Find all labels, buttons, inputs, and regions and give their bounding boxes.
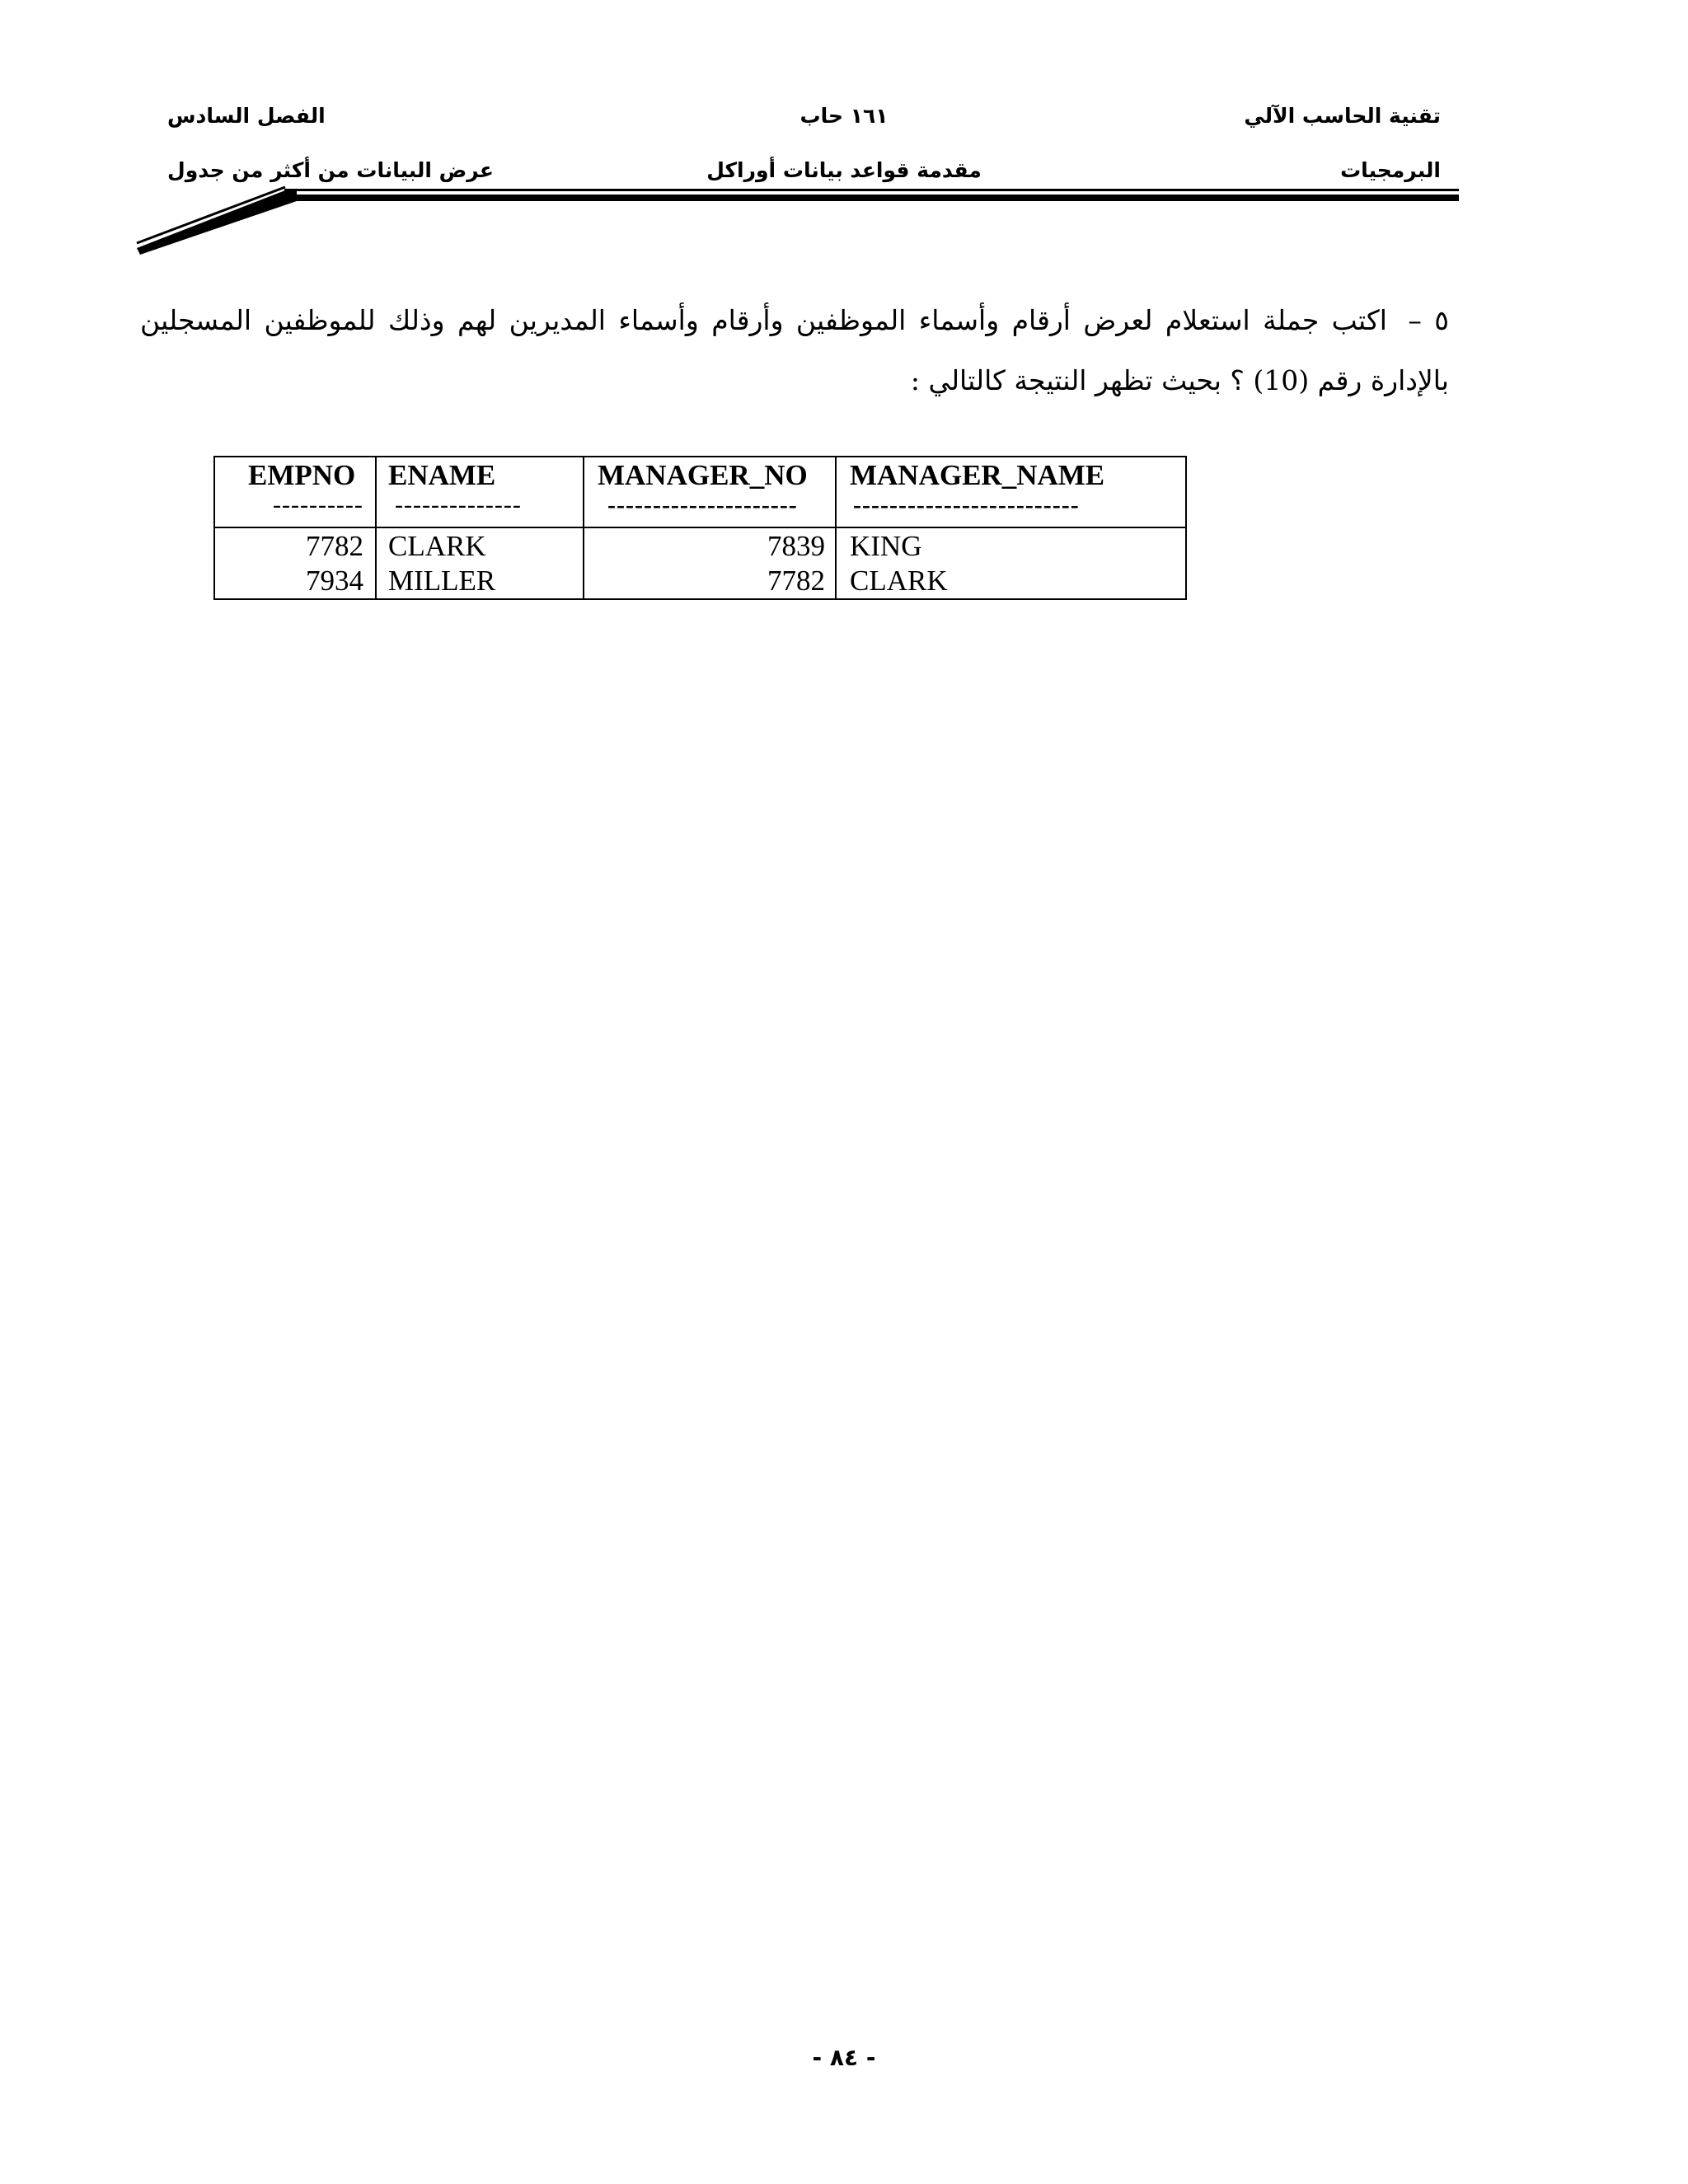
column-header-empno: EMPNO (248, 459, 356, 491)
header-rule-thin (284, 189, 1459, 191)
header-divider (215, 527, 1185, 528)
cell-manager-no: 7782 (767, 565, 825, 597)
cell-ename: CLARK (388, 530, 486, 562)
column-header-manager-no: MANAGER_NO (598, 459, 808, 491)
question-number: ٥ – (1408, 304, 1449, 336)
book-title: مقدمة قواعد بيانات أوراكل (706, 158, 982, 182)
page-number: - ٨٤ - (812, 2044, 876, 2071)
header-diagonal-rule (132, 185, 297, 260)
cell-empno: 7934 (306, 565, 363, 597)
column-underline: -------------- (395, 491, 522, 518)
question-text: اكتب جملة استعلام لعرض أرقام وأسماء الموظفين وأرقام وأسماء المديرين لهم وذلك للموظفين المسجلين بالإدارة رقم (10) ؟ بحيث تظهر النتيجة كالتالي : (140, 304, 1449, 396)
column-underline: --------------------- (607, 491, 798, 518)
result-table (213, 456, 1187, 600)
lesson-title: عرض البيانات من أكثر من جدول (167, 158, 494, 182)
cell-empno: 7782 (306, 530, 363, 562)
cell-manager-no: 7839 (767, 530, 825, 562)
cell-ename: MILLER (388, 565, 496, 597)
column-header-manager-name: MANAGER_NAME (850, 459, 1105, 491)
column-underline: ---------- (273, 491, 363, 518)
course-code: ١٦١ حاب (799, 104, 889, 128)
cell-manager-name: KING (850, 530, 922, 562)
course-title: تقنية الحاسب الآلي (1244, 104, 1441, 128)
question-paragraph (140, 290, 1449, 410)
chapter-title: الفصل السادس (167, 104, 326, 128)
header-rule-thick (284, 194, 1459, 201)
column-header-ename: ENAME (388, 459, 496, 491)
department-name: البرمجيات (1340, 158, 1441, 182)
column-underline: ------------------------- (853, 491, 1080, 518)
cell-manager-name: CLARK (850, 565, 948, 597)
